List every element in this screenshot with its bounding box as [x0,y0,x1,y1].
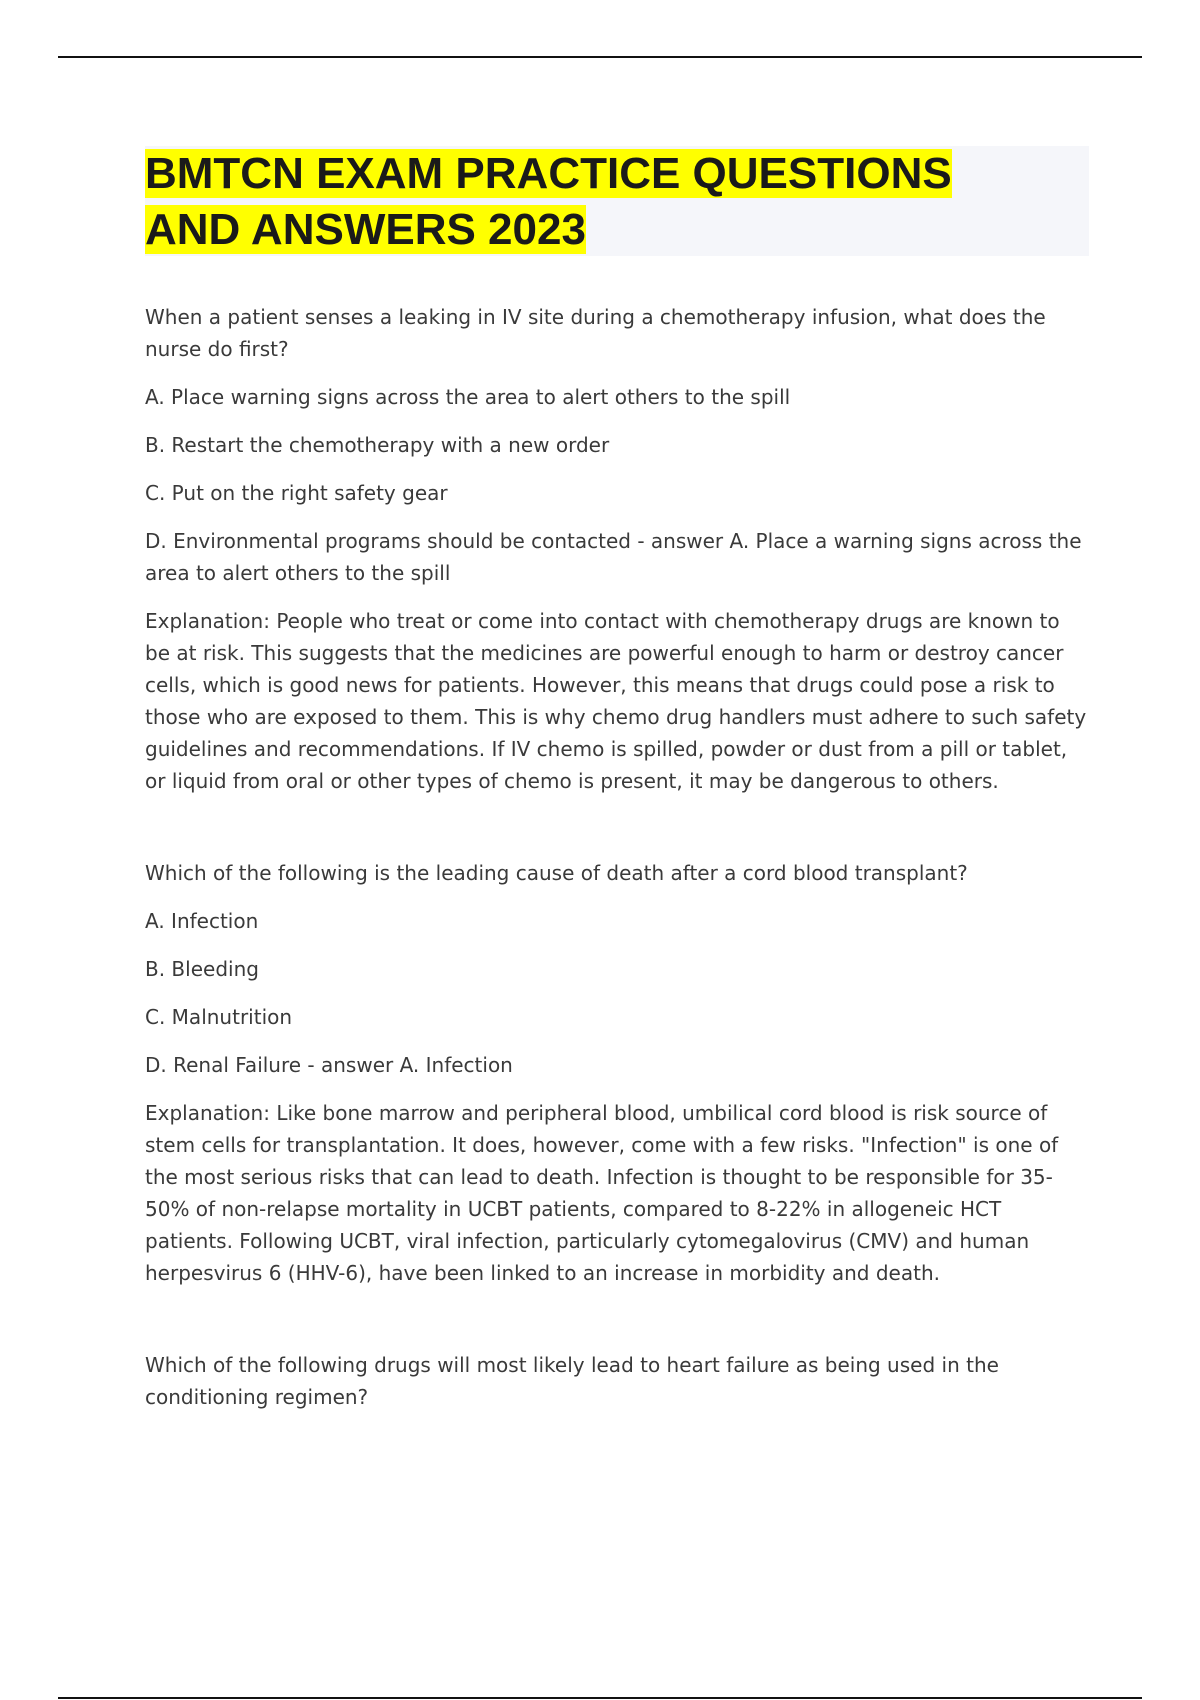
answer-option: B. Restart the chemotherapy with a new order [145,433,610,457]
section-gap [145,1305,1090,1349]
question-text: When a patient senses a leaking in IV site during a chemotherapy infusion, what does the nurse do first? [145,305,1046,361]
header-rule [58,56,1142,58]
question-text: Which of the following is the leading cause of death after a cord blood transplant? [145,861,968,885]
answer-option: A. Place warning signs across the area to alert others to the spill [145,385,791,409]
question-block-3 [145,1349,1090,1413]
document-body [145,301,1090,1429]
title-line-2: AND ANSWERS 2023 [145,205,586,254]
question-block-2 [145,857,1090,1289]
question-text: Which of the following drugs will most likely lead to heart failure as being used in the conditioning regimen? [145,1353,999,1409]
footer-rule [58,1697,1142,1699]
section-gap [145,813,1090,857]
page-title [145,146,1089,258]
answer-option: B. Bleeding [145,957,259,981]
answer-option: C. Put on the right safety gear [145,481,448,505]
answer-option: D. Environmental programs should be contacted - answer A. Place a warning signs across the area to alert others to the spill [145,529,1082,585]
answer-option: A. Infection [145,909,259,933]
title-block [145,146,1089,256]
explanation-text: Explanation: People who treat or come into contact with chemotherapy drugs are known to be at risk. This suggests that the medicines are powerful enough to harm or destroy cancer cells, which is good news for patients. However, this means that drugs could pose a risk to those who are exposed to them. This is why chemo drug handlers must adhere to such safety guidelines and recommendations. If IV chemo is spilled, powder or dust from a pill or tablet, or liquid from oral or other types of chemo is present, it may be dangerous to others. [145,609,1087,793]
title-line-1: BMTCN EXAM PRACTICE QUESTIONS [145,149,952,198]
answer-option: D. Renal Failure - answer A. Infection [145,1053,513,1077]
answer-option: C. Malnutrition [145,1005,293,1029]
explanation-text: Explanation: Like bone marrow and peripheral blood, umbilical cord blood is risk source of stem cells for transplantation. It does, however, come with a few risks. "Infection" is one of the most serious risks that can lead to death. Infection is thought to be responsible for 35-50% of non-relapse mortality in UCBT patients, compared to 8-22% in allogeneic HCT patients. Following UCBT, viral infection, particularly cytomegalovirus (CMV) and human herpesvirus 6 (HHV-6), have been linked to an increase in morbidity and death. [145,1101,1059,1285]
question-block-1 [145,301,1090,797]
